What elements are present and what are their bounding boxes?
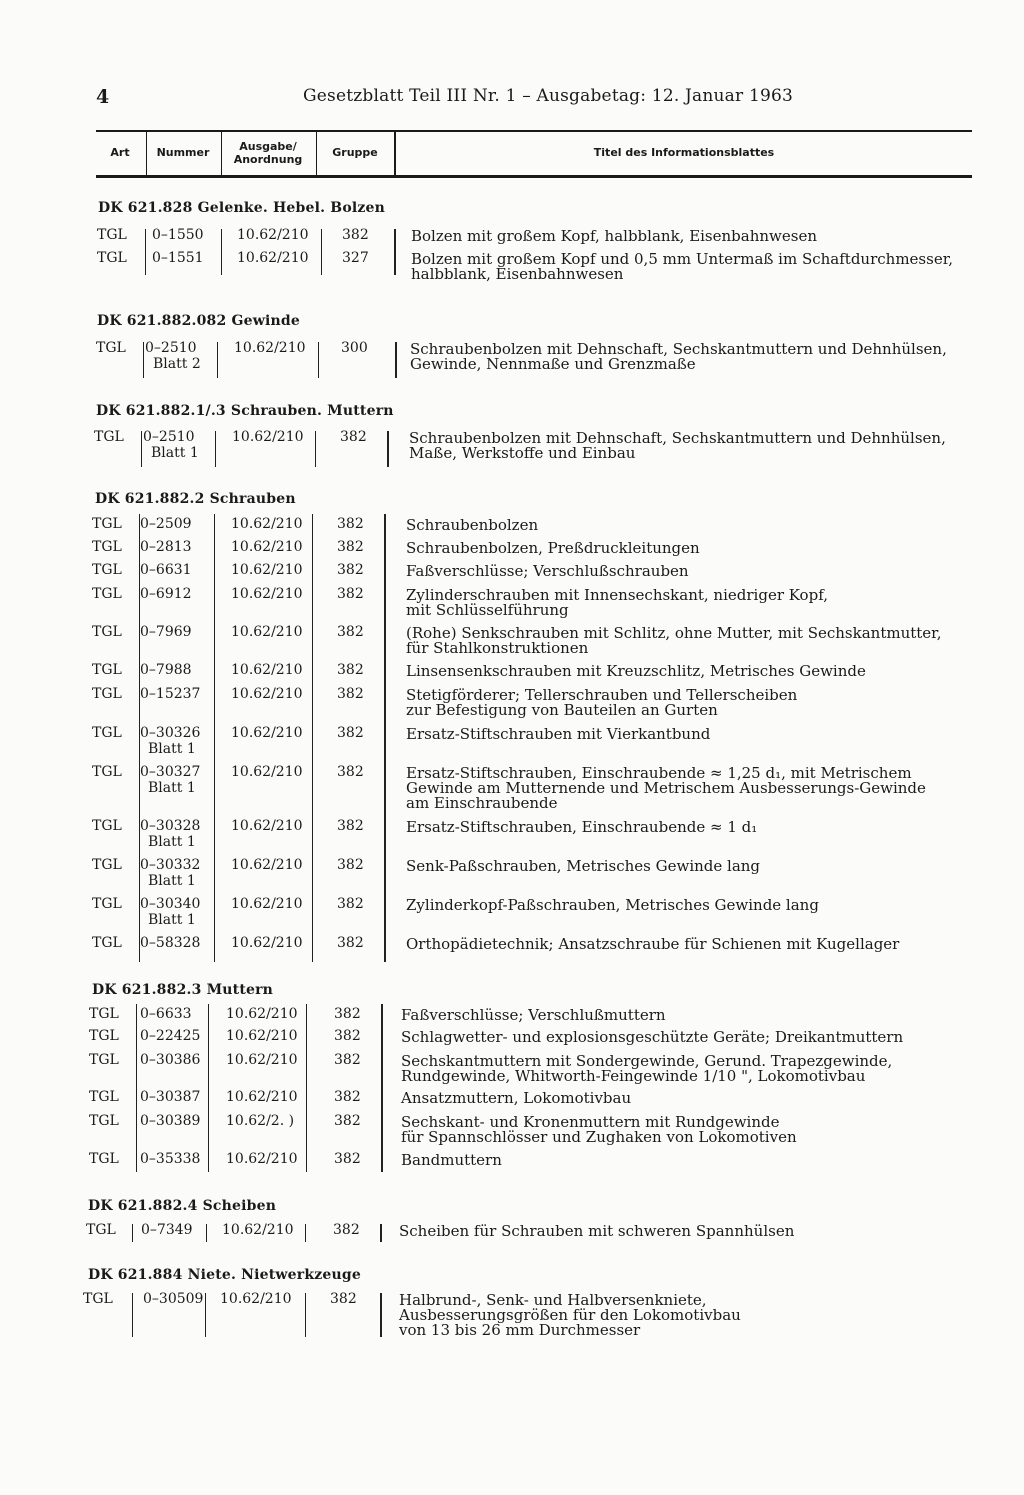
cell-nummer [140, 516, 192, 532]
titel-line: Rundgewinde, Whitworth-Feingewinde 1/10 ", Lokomotivbau [401, 1067, 866, 1085]
cell-gruppe: 382 [337, 725, 364, 741]
cell-art: TGL [92, 562, 122, 578]
nummer-value: 0–30326 [140, 725, 201, 741]
nummer-value: 0–7969 [140, 624, 192, 640]
cell-titel [401, 1153, 502, 1168]
col-titel-header: Titel des Informationsblattes [593, 146, 775, 160]
cell-titel [406, 820, 757, 835]
cell-titel [406, 664, 866, 679]
cell-gruppe: 382 [337, 818, 364, 834]
cell-ausgabe: 10.62/210 [231, 935, 303, 951]
titel-line: Faßverschlüsse; Verschlußmuttern [401, 1006, 666, 1024]
cell-nummer [140, 586, 192, 602]
section-heading: DK 621.884 Niete. Nietwerkzeuge [88, 1267, 361, 1283]
cell-gruppe: 382 [334, 1052, 361, 1068]
cell-nummer [140, 624, 192, 640]
cell-nummer [140, 818, 200, 850]
titel-line: Zylinderschrauben mit Innensechskant, niedriger Kopf, [406, 586, 828, 604]
cell-ausgabe: 10.62/210 [231, 662, 303, 678]
cell-ausgabe: 10.62/210 [231, 764, 303, 780]
table-row [0, 1113, 1024, 1146]
cell-ausgabe: 10.62/210 [232, 429, 304, 445]
gazette-title: Gesetzblatt Teil III Nr. 1 – Ausgabetag: 12. Januar 1963 [303, 86, 794, 106]
cell-titel [401, 1008, 666, 1023]
table-row [0, 340, 1024, 373]
nummer-value: 0–30389 [140, 1113, 201, 1129]
titel-line: Schraubenbolzen mit Dehnschaft, Sechskantmuttern und Dehnhülsen, [410, 340, 947, 358]
cell-gruppe: 382 [337, 857, 364, 873]
cell-art: TGL [92, 516, 122, 532]
section-heading: DK 621.882.082 Gewinde [97, 313, 300, 329]
cell-nummer [141, 1222, 193, 1238]
table-row [0, 562, 1024, 582]
nummer-value: 0–2510 [145, 340, 197, 356]
titel-line: Ansatzmuttern, Lokomotivbau [401, 1089, 632, 1107]
titel-line: Bandmuttern [401, 1151, 502, 1169]
cell-nummer [140, 1028, 200, 1044]
cell-art: TGL [89, 1028, 119, 1044]
blatt-value: Blatt 1 [148, 834, 196, 850]
cell-art: TGL [92, 539, 122, 555]
titel-line: Senk-Paßschrauben, Metrisches Gewinde lang [406, 857, 761, 875]
cell-art: TGL [89, 1113, 119, 1129]
cell-gruppe: 327 [342, 250, 369, 266]
cell-titel [401, 1115, 797, 1145]
nummer-value: 0–2510 [143, 429, 195, 445]
cell-titel [401, 1030, 903, 1045]
cell-art: TGL [92, 818, 122, 834]
section-heading: DK 621.882.4 Scheiben [88, 1198, 277, 1214]
cell-titel [406, 564, 689, 579]
cell-nummer [140, 562, 192, 578]
cell-art: TGL [92, 686, 122, 702]
nummer-value: 0–30386 [140, 1052, 201, 1068]
cell-gruppe: 382 [337, 686, 364, 702]
nummer-value: 0–30340 [140, 896, 201, 912]
titel-line: am Einschraubende [406, 794, 558, 812]
cell-nummer [143, 1291, 203, 1307]
titel-line: Bolzen mit großem Kopf, halbblank, Eisenbahnwesen [411, 227, 817, 245]
titel-line: Schraubenbolzen [406, 516, 539, 534]
table-row [0, 764, 1024, 812]
cell-titel [406, 727, 710, 742]
col-ausgabe-line2: Anordnung [233, 152, 303, 166]
cell-ausgabe: 10.62/210 [222, 1222, 294, 1238]
table-row [0, 686, 1024, 719]
cell-gruppe: 382 [334, 1006, 361, 1022]
cell-gruppe: 382 [337, 539, 364, 555]
table-row [0, 662, 1024, 682]
cell-ausgabe: 10.62/210 [231, 896, 303, 912]
cell-nummer [140, 1151, 200, 1167]
cell-art: TGL [97, 250, 127, 266]
cell-ausgabe: 10.62/210 [226, 1006, 298, 1022]
cell-ausgabe: 10.62/210 [231, 539, 303, 555]
cell-nummer [140, 1113, 200, 1129]
table-row [0, 857, 1024, 889]
nummer-value: 0–6633 [140, 1006, 192, 1022]
titel-line: für Stahlkonstruktionen [406, 639, 589, 657]
nummer-value: 0–2813 [140, 539, 192, 555]
table-row [0, 1028, 1024, 1048]
blatt-value: Blatt 1 [148, 912, 196, 928]
cell-titel [406, 688, 797, 718]
table-row [0, 516, 1024, 536]
titel-line: Halbrund-, Senk- und Halbversenkniete, [399, 1291, 707, 1309]
nummer-value: 0–30332 [140, 857, 201, 873]
cell-titel [401, 1091, 631, 1106]
nummer-value: 0–2509 [140, 516, 192, 532]
titel-line: für Spannschlösser und Zughaken von Lokomotiven [401, 1128, 797, 1146]
nummer-value: 0–30327 [140, 764, 201, 780]
titel-line: Bolzen mit großem Kopf und 0,5 mm Untermaß im Schaftdurchmesser, [411, 250, 953, 268]
section-heading: DK 621.882.2 Schrauben [95, 491, 296, 507]
cell-ausgabe: 10.62/210 [231, 857, 303, 873]
table-row [0, 818, 1024, 850]
table-row [0, 429, 1024, 462]
cell-titel [406, 626, 941, 656]
cell-nummer [140, 539, 192, 555]
cell-titel [401, 1054, 892, 1084]
cell-ausgabe: 10.62/210 [231, 586, 303, 602]
cell-art: TGL [97, 227, 127, 243]
table-row [0, 1089, 1024, 1109]
cell-ausgabe: 10.62/210 [231, 686, 303, 702]
col-nummer-header: Nummer [156, 146, 210, 160]
nummer-value: 0–58328 [140, 935, 201, 951]
cell-art: TGL [86, 1222, 116, 1238]
table-row [0, 1222, 1024, 1242]
cell-nummer [140, 935, 200, 951]
cell-art: TGL [83, 1291, 113, 1307]
table-row [0, 586, 1024, 619]
cell-ausgabe: 10.62/210 [231, 725, 303, 741]
table-row [0, 539, 1024, 559]
titel-line: (Rohe) Senkschrauben mit Schlitz, ohne Mutter, mit Sechskantmutter, [406, 624, 942, 642]
titel-line: Schlagwetter- und explosionsgeschützte Geräte; Dreikantmuttern [401, 1028, 904, 1046]
table-row [0, 935, 1024, 955]
cell-ausgabe: 10.62/210 [231, 818, 303, 834]
cell-titel [406, 588, 828, 618]
cell-ausgabe: 10.62/210 [237, 250, 309, 266]
cell-ausgabe: 10.62/210 [226, 1151, 298, 1167]
nummer-value: 0–22425 [140, 1028, 201, 1044]
cell-gruppe: 382 [342, 227, 369, 243]
cell-titel [406, 859, 760, 874]
blatt-value: Blatt 1 [148, 741, 196, 757]
col-ausgabe-header [222, 132, 314, 175]
cell-ausgabe: 10.62/2. ) [226, 1113, 295, 1129]
cell-art: TGL [92, 624, 122, 640]
table-row [0, 1006, 1024, 1026]
titel-line: Stetigförderer; Tellerschrauben und Tellerscheiben [406, 686, 798, 704]
blatt-value: Blatt 1 [148, 873, 196, 889]
titel-line: Linsensenkschrauben mit Kreuzschlitz, Metrisches Gewinde [406, 662, 866, 680]
titel-line: Ersatz-Stiftschrauben mit Vierkantbund [406, 725, 711, 743]
cell-gruppe: 382 [340, 429, 367, 445]
cell-ausgabe: 10.62/210 [226, 1089, 298, 1105]
cell-art: TGL [89, 1006, 119, 1022]
cell-ausgabe: 10.62/210 [234, 340, 306, 356]
cell-nummer [143, 429, 199, 461]
cell-nummer [140, 1052, 200, 1068]
titel-line: Maße, Werkstoffe und Einbau [409, 444, 636, 462]
titel-line: Gewinde am Mutternende und Metrischem Ausbesserungs-Gewinde [406, 779, 926, 797]
cell-titel [406, 937, 899, 952]
cell-nummer [140, 662, 192, 678]
cell-ausgabe: 10.62/210 [226, 1052, 298, 1068]
table-row [0, 896, 1024, 928]
nummer-value: 0–6631 [140, 562, 192, 578]
cell-gruppe: 382 [334, 1089, 361, 1105]
nummer-value: 0–1551 [152, 250, 204, 266]
cell-ausgabe: 10.62/210 [220, 1291, 292, 1307]
blatt-value: Blatt 1 [151, 445, 199, 461]
cell-titel [406, 766, 926, 811]
cell-gruppe: 382 [337, 516, 364, 532]
titel-line: Orthopädietechnik; Ansatzschraube für Schienen mit Kugellager [406, 935, 900, 953]
nummer-value: 0–7349 [141, 1222, 193, 1238]
titel-line: Sechskantmuttern mit Sondergewinde, Gerund. Trapezgewinde, [401, 1052, 893, 1070]
table-row [0, 227, 1024, 247]
cell-nummer [140, 896, 200, 928]
cell-art: TGL [92, 935, 122, 951]
cell-gruppe: 382 [337, 935, 364, 951]
titel-line: Zylinderkopf-Paßschrauben, Metrisches Gewinde lang [406, 896, 819, 914]
titel-line: Ersatz-Stiftschrauben, Einschraubende ≈ 1 d₁ [406, 818, 758, 836]
cell-art: TGL [92, 662, 122, 678]
cell-art: TGL [89, 1151, 119, 1167]
cell-gruppe: 300 [341, 340, 368, 356]
cell-nummer [152, 250, 204, 266]
titel-line: Schraubenbolzen, Preßdruckleitungen [406, 539, 700, 557]
cell-nummer [140, 1089, 200, 1105]
nummer-value: 0–30387 [140, 1089, 201, 1105]
cell-ausgabe: 10.62/210 [231, 624, 303, 640]
cell-gruppe: 382 [334, 1113, 361, 1129]
page-header [96, 86, 976, 110]
nummer-value: 0–7988 [140, 662, 192, 678]
titel-line: Scheiben für Schrauben mit schweren Spannhülsen [399, 1222, 795, 1240]
cell-art: TGL [96, 340, 126, 356]
cell-ausgabe: 10.62/210 [226, 1028, 298, 1044]
cell-titel [399, 1224, 794, 1239]
cell-ausgabe: 10.62/210 [231, 562, 303, 578]
cell-gruppe: 382 [337, 896, 364, 912]
cell-titel [409, 431, 946, 461]
titel-line: Ersatz-Stiftschrauben, Einschraubende ≈ 1,25 d₁, mit Metrischem [406, 764, 912, 782]
cell-gruppe: 382 [334, 1028, 361, 1044]
cell-gruppe: 382 [337, 624, 364, 640]
cell-nummer [140, 686, 200, 702]
col-ausgabe-line1: Ausgabe/ [239, 140, 297, 154]
section-heading: DK 621.882.1/.3 Schrauben. Muttern [96, 403, 394, 419]
nummer-value: 0–35338 [140, 1151, 201, 1167]
table-row [0, 624, 1024, 657]
cell-nummer [152, 227, 204, 243]
titel-line: mit Schlüsselführung [406, 601, 569, 619]
table-row [0, 725, 1024, 757]
cell-ausgabe: 10.62/210 [237, 227, 309, 243]
titel-line: Gewinde, Nennmaße und Grenzmaße [410, 355, 696, 373]
table-rule-bottom [96, 175, 972, 178]
cell-art: TGL [94, 429, 124, 445]
nummer-value: 0–1550 [152, 227, 204, 243]
cell-gruppe: 382 [330, 1291, 357, 1307]
cell-titel [406, 898, 819, 913]
page-number: 4 [96, 86, 110, 108]
col-gruppe-header: Gruppe [332, 146, 378, 160]
cell-art: TGL [92, 586, 122, 602]
nummer-value: 0–6912 [140, 586, 192, 602]
titel-line: von 13 bis 26 mm Durchmesser [399, 1321, 641, 1339]
cell-art: TGL [89, 1089, 119, 1105]
nummer-value: 0–30328 [140, 818, 201, 834]
cell-gruppe: 382 [337, 586, 364, 602]
titel-line: Ausbesserungsgrößen für den Lokomotivbau [399, 1306, 741, 1324]
cell-gruppe: 382 [337, 764, 364, 780]
cell-titel [406, 518, 538, 533]
cell-art: TGL [92, 896, 122, 912]
cell-nummer [140, 1006, 192, 1022]
titel-line: Sechskant- und Kronenmuttern mit Rundgewinde [401, 1113, 780, 1131]
cell-nummer [140, 857, 200, 889]
titel-line: Schraubenbolzen mit Dehnschaft, Sechskantmuttern und Dehnhülsen, [409, 429, 946, 447]
nummer-value: 0–15237 [140, 686, 201, 702]
cell-titel [411, 229, 817, 244]
cell-art: TGL [92, 857, 122, 873]
cell-art: TGL [92, 725, 122, 741]
cell-titel [399, 1293, 741, 1338]
cell-gruppe: 382 [334, 1151, 361, 1167]
blatt-value: Blatt 2 [153, 356, 201, 372]
table-row [0, 1052, 1024, 1085]
cell-nummer [145, 340, 201, 372]
cell-gruppe: 382 [333, 1222, 360, 1238]
nummer-value: 0–30509 [143, 1291, 204, 1307]
table-row [0, 1291, 1024, 1339]
cell-titel [410, 342, 947, 372]
cell-art: TGL [89, 1052, 119, 1068]
cell-ausgabe: 10.62/210 [231, 516, 303, 532]
cell-titel [411, 252, 953, 282]
cell-nummer [140, 764, 200, 796]
titel-line: zur Befestigung von Bauteilen an Gurten [406, 701, 718, 719]
titel-line: halbblank, Eisenbahnwesen [411, 265, 624, 283]
table-row [0, 1151, 1024, 1171]
section-heading: DK 621.828 Gelenke. Hebel. Bolzen [98, 200, 386, 216]
section-heading: DK 621.882.3 Muttern [92, 982, 274, 998]
cell-art: TGL [92, 764, 122, 780]
cell-nummer [140, 725, 200, 757]
col-art-header: Art [110, 146, 130, 160]
cell-gruppe: 382 [337, 562, 364, 578]
blatt-value: Blatt 1 [148, 780, 196, 796]
titel-line: Faßverschlüsse; Verschlußschrauben [406, 562, 689, 580]
table-row [0, 250, 1024, 283]
cell-gruppe: 382 [337, 662, 364, 678]
cell-titel [406, 541, 700, 556]
